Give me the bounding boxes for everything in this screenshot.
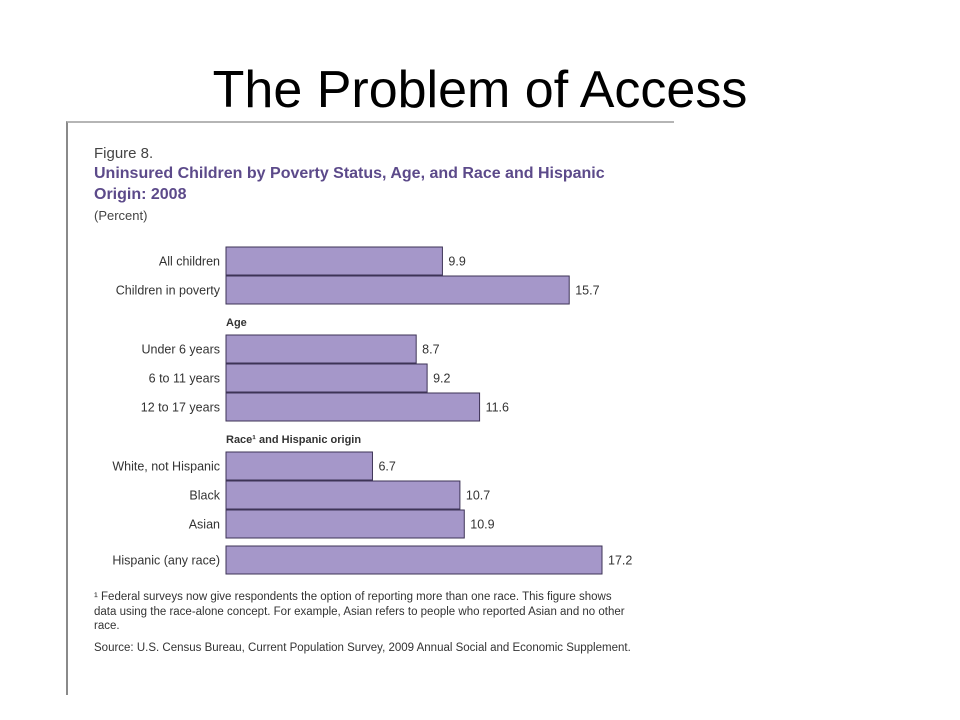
value-label-white-not-hispanic: 6.7 [378,459,396,474]
value-label-all-children: 9.9 [448,254,466,269]
group-header-race-and-hispanic-origin: Race¹ and Hispanic origin [226,434,362,446]
category-label-black: Black [189,488,220,503]
bar-hispanic-any-race [226,546,602,574]
value-label-black: 10.7 [465,488,491,503]
bar-asian [226,510,464,538]
bar-under-6-years [226,335,416,363]
figure-panel [66,121,674,695]
bar-all-children [226,247,442,275]
figure-title: Uninsured Children by Poverty Status, Age, and Race and Hispanic Origin: 2008 [94,165,605,203]
category-label-12-to-17-years: 12 to 17 years [140,400,220,415]
bar-white-not-hispanic [226,452,372,480]
category-label-hispanic-any-race: Hispanic (any race) [112,553,220,568]
category-label-under-6-years: Under 6 years [141,342,220,357]
value-label-12-to-17-years: 11.6 [485,400,509,415]
figure-footnote: ¹ Federal surveys now give respondents the option of reporting more than one race. This figure shows data using the race-alone concept. For example, Asian refers to people who reported Asian and no other race. [94,591,625,632]
figure-subtitle: (Percent) [94,208,148,223]
bar-6-to-11-years [226,364,427,392]
category-label-6-to-11-years: 6 to 11 years [148,371,220,386]
category-label-asian: Asian [188,517,220,532]
value-label-hispanic-any-race: 17.2 [608,553,633,568]
figure-source: Source: U.S. Census Bureau, Current Population Survey, 2009 Annual Social and Economic Supplement. [94,642,631,654]
category-label-all-children: All children [158,254,220,269]
category-label-children-in-poverty: Children in poverty [115,283,220,298]
value-label-asian: 10.9 [470,517,495,532]
value-label-children-in-poverty: 15.7 [575,283,600,298]
figure-label: Figure 8. [94,145,154,162]
value-label-under-6-years: 8.7 [422,342,440,357]
category-label-white-not-hispanic: White, not Hispanic [112,459,220,474]
group-header-age: Age [226,317,247,329]
bar-children-in-poverty [226,276,569,304]
value-label-6-to-11-years: 9.2 [433,371,451,386]
slide-title: The Problem of Access [212,61,748,119]
bar-black [226,481,460,509]
bar-12-to-17-years [226,393,480,421]
bar-chart [68,123,674,583]
